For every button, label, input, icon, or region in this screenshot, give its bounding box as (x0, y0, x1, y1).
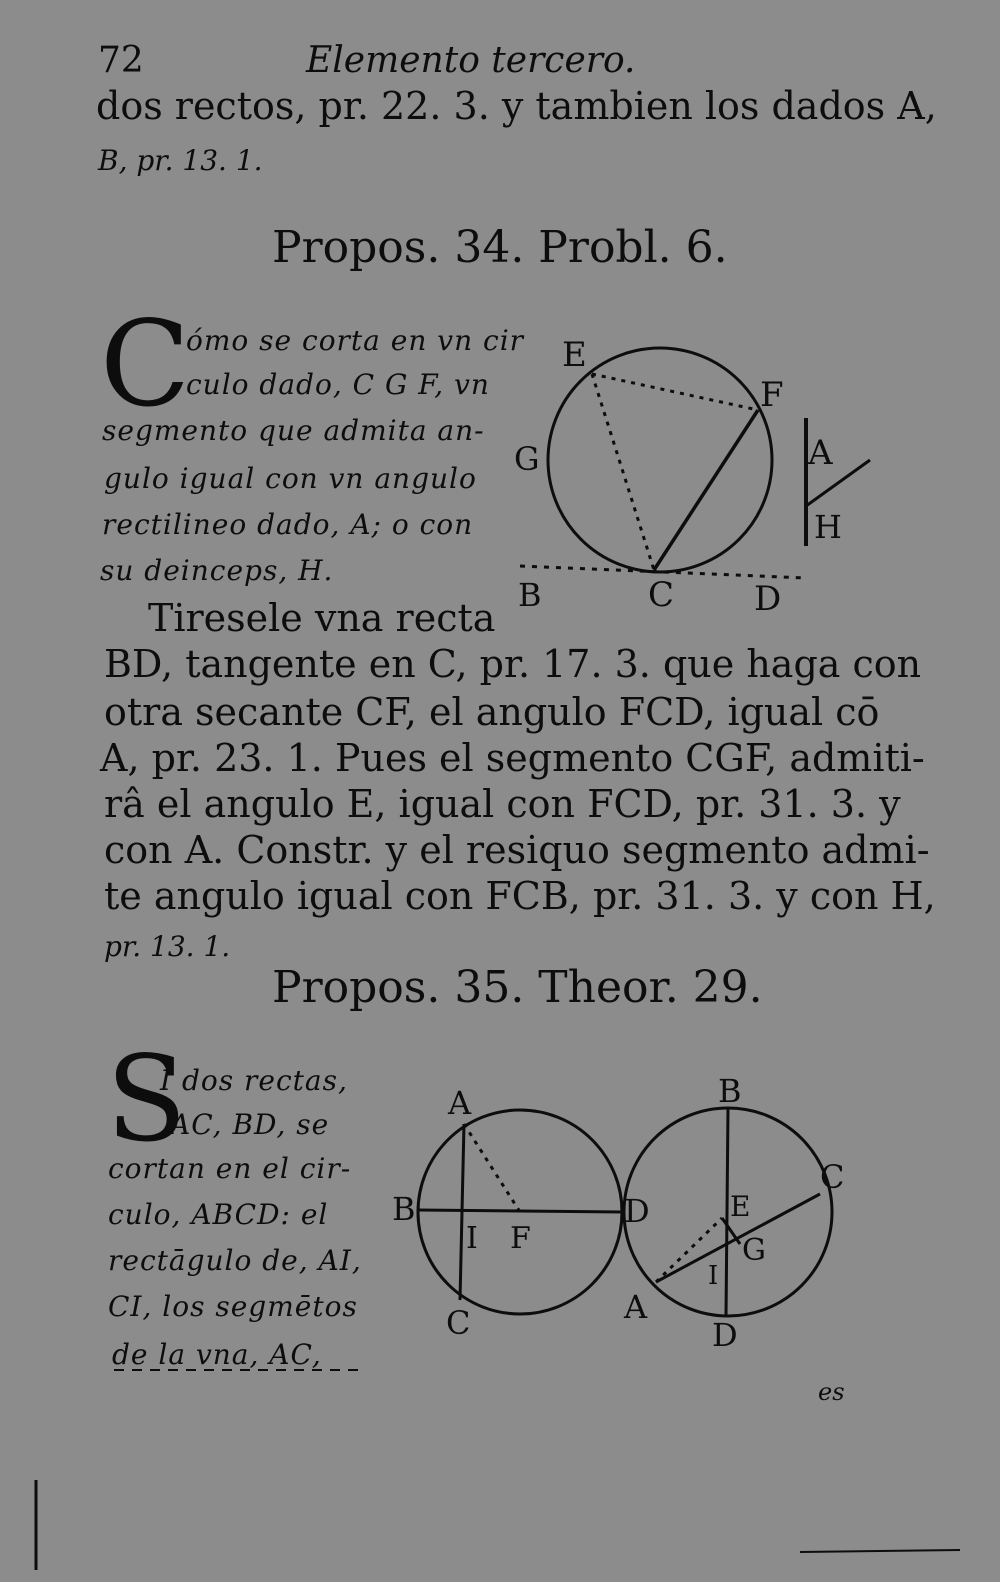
prop34-label-e: E (562, 335, 587, 375)
prop34-enunciation-line-3: segmento que admita an- (102, 414, 485, 447)
running-title: Elemento tercero. (306, 40, 636, 81)
prop35-left-label-d: D (624, 1192, 650, 1230)
prop35-left-label-c: C (446, 1304, 471, 1342)
prop35-left-radius-af (464, 1124, 520, 1212)
prop35-left-label-f: F (510, 1221, 531, 1256)
prop34-label-h: H (814, 508, 842, 546)
page-number: 72 (98, 40, 144, 81)
prop34-proof-line-4: râ el angulo E, igual con FCD, pr. 31. 3. y (104, 782, 901, 826)
prop34-label-g: G (514, 440, 540, 478)
prop34-label-b: B (518, 576, 542, 614)
prop34-proof-line-6: te angulo igual con FCB, pr. 31. 3. y con H, (104, 874, 936, 918)
prop34-dropcap: C (100, 295, 191, 433)
prop34-enunciation-line-1: ómo se corta en vn cir (186, 324, 525, 357)
prop34-proof-line-3: A, pr. 23. 1. Pues el segmento CGF, admiti- (100, 736, 925, 780)
prop34-enunciation-line-6: su deinceps, H. (100, 554, 334, 587)
prop35-heading: Propos. 35. Theor. 29. (272, 962, 763, 1013)
prop34-proof-line-5: con A. Constr. y el resiquo segmento admi- (104, 828, 930, 872)
prop35-right-label-e: E (730, 1190, 751, 1223)
prop34-label-d: D (754, 579, 782, 619)
prop34-proof-line-2: otra secante CF, el angulo FCD, igual cō (104, 690, 880, 734)
prop34-proof-line-1: BD, tangente en C, pr. 17. 3. que haga con (104, 642, 922, 686)
prop35-left-label-i: I (466, 1221, 478, 1256)
prop35-enunciation-line-6: CI, los segmētos (108, 1290, 358, 1323)
prop35-left-label-b: B (392, 1190, 416, 1228)
continuation-line-1: dos rectos, pr. 22. 3. y tambien los dados A, (96, 84, 937, 128)
prop35-dropcap: S (106, 1030, 187, 1168)
prop34-enunciation-line-2: culo dado, C G F, vn (186, 368, 490, 401)
prop35-enunciation-line-5: rectāgulo de, AI, (108, 1244, 362, 1277)
prop34-enunciation-line-4: gulo igual con vn angulo (104, 462, 477, 495)
continuation-line-2: B, pr. 13. 1. (98, 144, 263, 177)
prop34-label-f: F (760, 375, 784, 415)
prop35-enunciation-line-7: de la vna, AC, (112, 1338, 322, 1371)
prop35-enunciation-line-1: I dos rectas, (160, 1064, 348, 1097)
prop35-right-label-i: I (708, 1261, 719, 1291)
prop34-enunciation-line-5: rectilineo dado, A; o con (102, 508, 474, 541)
prop35-enunciation-line-4: culo, ABCD: el (108, 1198, 329, 1231)
prop35-right-label-b: B (718, 1072, 742, 1110)
prop35-right-label-d: D (712, 1316, 738, 1354)
catchword: es (818, 1378, 845, 1406)
prop35-enunciation-line-3: cortan en el cir- (108, 1152, 352, 1185)
prop34-label-a: A (808, 433, 833, 473)
prop35-enunciation-line-2: AC, BD, se (170, 1108, 330, 1141)
prop35-right-label-c: C (820, 1158, 845, 1196)
prop34-heading: Propos. 34. Probl. 6. (272, 222, 728, 273)
prop35-right-label-a: A (624, 1288, 648, 1326)
prop35-left-chord-ac (460, 1124, 464, 1300)
prop34-proof-line-7: pr. 13. 1. (104, 930, 231, 963)
prop34-proof-line-wide: Tiresele vna recta (148, 596, 496, 640)
prop35-right-chord-bd (726, 1108, 728, 1316)
prop35-left-label-a: A (448, 1084, 472, 1122)
prop35-right-label-g: G (742, 1233, 766, 1268)
prop34-label-c: C (648, 575, 675, 615)
bottom-rule (800, 1550, 960, 1552)
